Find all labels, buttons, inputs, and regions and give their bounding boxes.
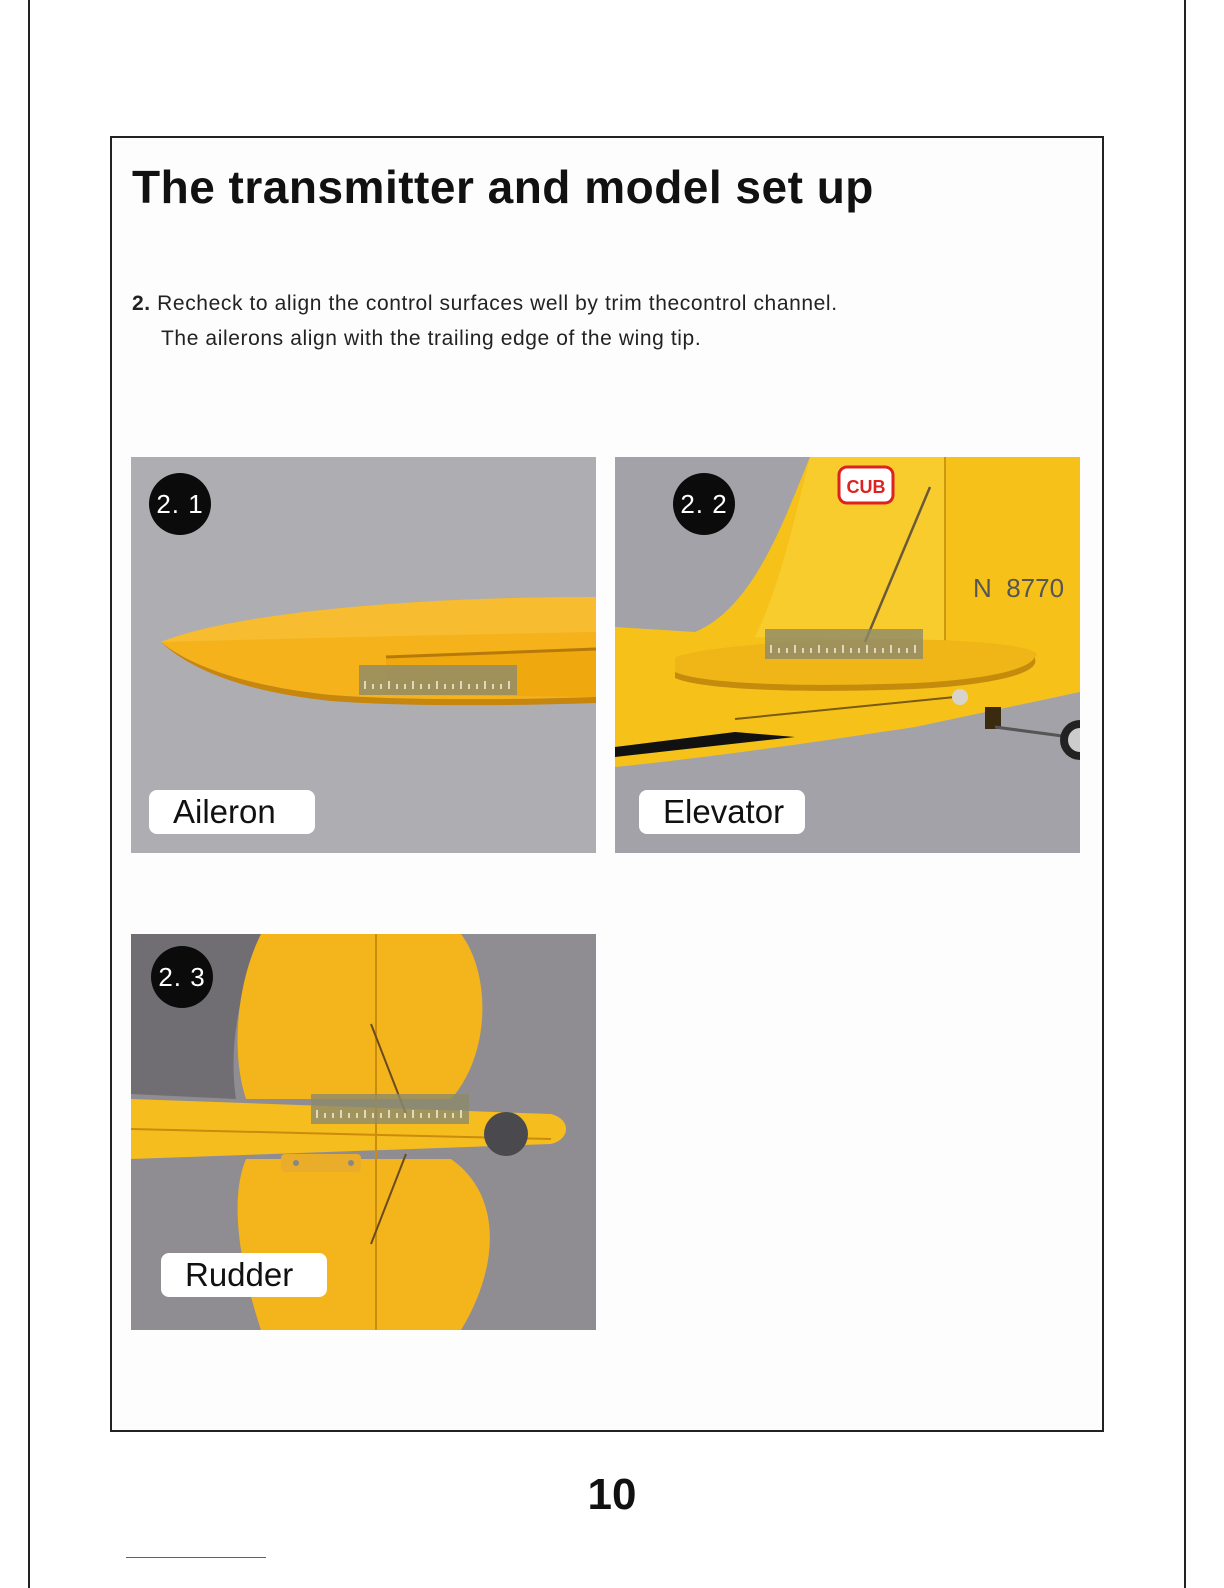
instruction-line-1: [132, 286, 838, 321]
rudder-photo: [131, 934, 596, 1330]
step-badge-2-2: 2. 2: [673, 473, 735, 535]
aileron-photo: [131, 457, 596, 853]
registration-marking: N 8770: [973, 573, 1065, 603]
step-badge-2-3: 2. 3: [151, 946, 213, 1008]
footer-link-underline: [126, 1557, 266, 1558]
page-title: The transmitter and model set up: [132, 161, 874, 213]
elevator-photo: [615, 457, 1080, 853]
instruction-text-1: Recheck to align the control surfaces well by trim thecontrol channel.: [157, 292, 838, 315]
instruction-text-2: The ailerons align with the trailing edge of the wing tip.: [161, 327, 702, 350]
cub-decal: CUB: [846, 477, 886, 497]
page-number: 10: [587, 1470, 637, 1519]
step-badge-2-1: 2. 1: [149, 473, 211, 535]
instructions: [132, 286, 838, 356]
rudder-label: Rudder: [161, 1253, 327, 1297]
elevator-label: Elevator: [639, 790, 805, 834]
aileron-label: Aileron: [149, 790, 315, 834]
step-number: 2.: [132, 292, 151, 315]
